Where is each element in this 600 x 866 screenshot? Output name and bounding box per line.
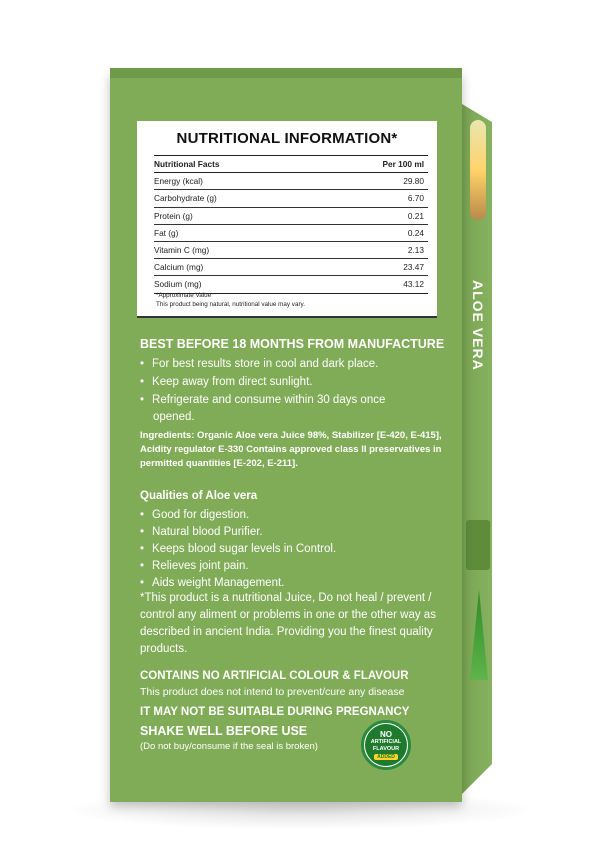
badge-inner [365, 724, 407, 766]
row-value: 6.70 [407, 193, 424, 204]
side-flower-graphic [470, 120, 486, 220]
no-prevent-text: This product does not intend to prevent/cure any disease [140, 686, 405, 698]
table-row [154, 242, 428, 259]
badge-line2: ARTIFICIAL [370, 738, 402, 745]
row-value: 23.47 [403, 262, 424, 273]
list-item: • Keep away from direct sunlight. [140, 374, 312, 390]
list-item: • Refrigerate and consume within 30 days once [140, 392, 385, 408]
list-item: • Good for digestion. [140, 507, 249, 523]
row-value: 29.80 [403, 176, 424, 187]
seal-warning: (Do not buy/consume if the seal is broken) [140, 741, 318, 752]
row-label: Protein (g) [154, 210, 193, 221]
row-label: Calcium (mg) [154, 262, 204, 273]
nutrition-table [154, 155, 428, 294]
badge-line4: ADDED [374, 754, 398, 760]
list-item: • Aids weight Management. [140, 575, 284, 591]
nutrition-footnote [156, 291, 305, 309]
box-top-lid [110, 68, 462, 78]
no-artificial-heading: CONTAINS NO ARTIFICIAL COLOUR & FLAVOUR [140, 670, 409, 682]
row-value: 2.13 [407, 244, 424, 255]
nutrition-header-row [154, 156, 428, 173]
list-item-continued: opened. [153, 411, 195, 423]
list-item: • Relieves joint pain. [140, 558, 249, 574]
row-label: Vitamin C (mg) [154, 244, 210, 255]
table-row [154, 190, 428, 207]
row-label: Carbohydrate (g) [154, 193, 217, 204]
list-item: • For best results store in cool and dark place. [140, 356, 378, 372]
nutrition-table-card [137, 121, 437, 318]
row-label: Fat (g) [154, 227, 179, 238]
list-item: • Natural blood Purifier. [140, 524, 263, 540]
best-before-heading: BEST BEFORE 18 MONTHS FROM MANUFACTURE [140, 337, 445, 351]
row-label: Energy (kcal) [154, 176, 203, 187]
footnote-natural: This product being natural, nutritional value may vary. [156, 301, 305, 308]
qualities-heading: Qualities of Aloe vera [140, 490, 258, 502]
header-label: Nutritional Facts [154, 159, 220, 169]
disclaimer-text: *This product is a nutritional Juice, Do not heal / prevent / control any aliment or problems in one or the other way as described in ancient India. Providing you the finest quality products. [140, 592, 436, 655]
shake-warning: SHAKE WELL BEFORE USE [140, 724, 308, 738]
row-value: 43.12 [403, 279, 424, 290]
ingredients-text: Ingredients: Organic Aloe vera Juice 98%, Stabilizer [E-420, E-415], Acidity regulator E-330 Contains approved class II preservatives in permitted quantities [E-202, E-211]. [140, 430, 442, 469]
table-row [154, 259, 428, 276]
pregnancy-warning: IT MAY NOT BE SUITABLE DURING PREGNANCY [140, 706, 410, 718]
badge-line3: FLAVOUR [372, 745, 400, 752]
row-value: 0.21 [407, 210, 424, 221]
badge-line1: NO [380, 729, 392, 739]
table-row [154, 225, 428, 242]
list-item: • Keeps blood sugar levels in Control. [140, 541, 336, 557]
row-value: 0.24 [407, 227, 424, 238]
table-row [154, 208, 428, 225]
side-band [466, 520, 490, 570]
header-value: Per 100 ml [382, 159, 424, 169]
table-row [154, 173, 428, 190]
footnote-approx: *Approximate Value [156, 292, 212, 299]
nutrition-title: NUTRITIONAL INFORMATION* [176, 130, 398, 147]
row-label: Sodium (mg) [154, 279, 202, 290]
no-artificial-flavour-badge [361, 720, 411, 770]
side-label: ALOE VERA [470, 280, 486, 371]
